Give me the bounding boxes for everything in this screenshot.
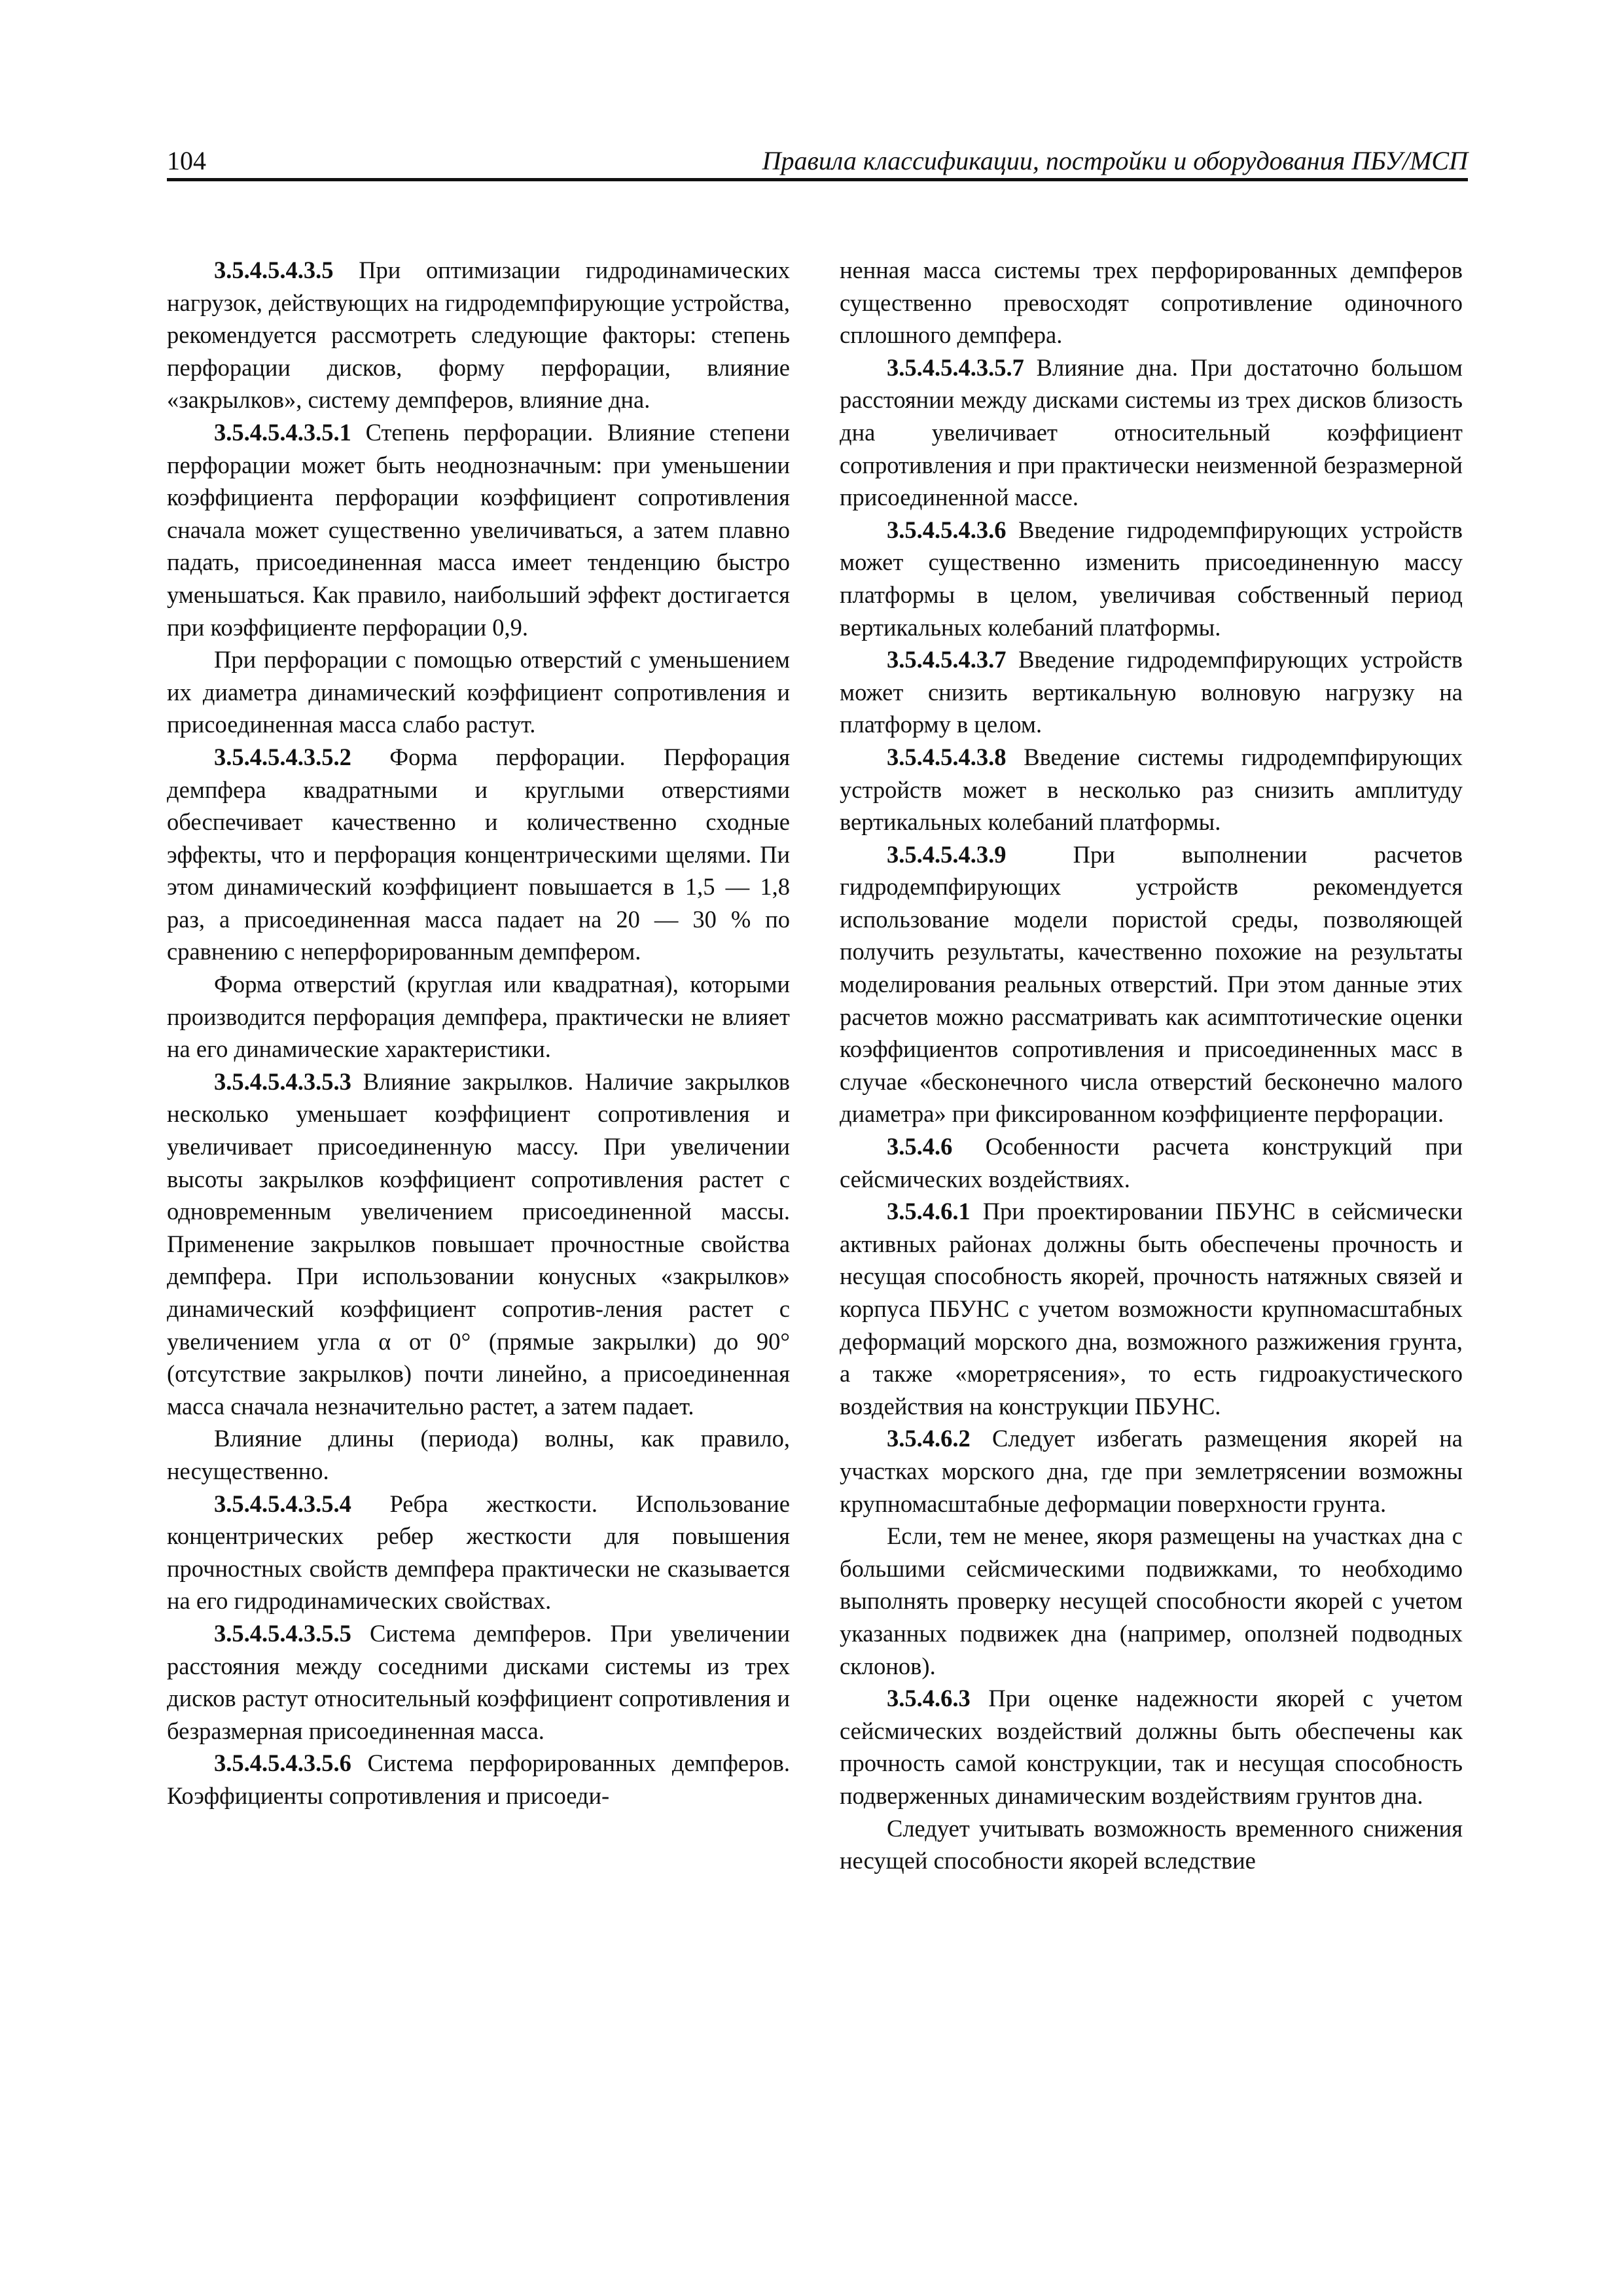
- paragraph: [840, 1520, 1463, 1682]
- paragraph: [167, 643, 790, 741]
- section-number: 3.5.4.5.4.3.5.6: [214, 1749, 351, 1777]
- paragraph: [840, 514, 1463, 643]
- paragraph-text: Введение гидродемпфирующих устройств может существенно изменить присоединенную массу платформы в целом, увеличивая собственный период вертикальных колебаний платформы.: [840, 516, 1463, 641]
- paragraph-text: Форма перфорации. Перфорация демпфера квадратными и круглыми отверстиями обеспечивает качественно и количественно сходные эффекты, что и перфорация концентрическими щелями. Пи этом динамический коэффициент повышается в 1,5 — 1,8 раз, а присоединенная масса падает на 20 — 30 % по сравнению с неперфорированным демпфером.: [167, 743, 790, 965]
- section-number: 3.5.4.5.4.3.5.4: [214, 1490, 351, 1517]
- paragraph: [167, 1488, 790, 1617]
- section-number: 3.5.4.5.4.3.5.1: [214, 418, 351, 446]
- paragraph: [840, 643, 1463, 741]
- section-number: 3.5.4.5.4.3.5.7: [887, 353, 1024, 381]
- section-number: 3.5.4.5.4.3.5: [214, 257, 334, 283]
- paragraph: [840, 1195, 1463, 1422]
- paragraph: [840, 1422, 1463, 1520]
- paragraph-text: Влияние закрылков. Наличие закрылков несколько уменьшает коэффициент сопротивления и увеличивает присоединенную массу. При увеличении высоты закрылков коэффициент сопротивления растет с одновременным увеличением присоединенной массы. Применение закрылков повышает прочностные свойства демпфера. При использовании конусных «закрылков» динамический коэффициент сопротив-ления растет с увеличением угла α от 0° (прямые закрылки) до 90° (отсутствие закрылков) почти линейно, а присоединенная масса сначала незначительно растет, а затем падает.: [167, 1067, 790, 1420]
- paragraph-text: Система перфорированных демпферов. Коэффициенты сопротивления и присоеди-: [167, 1749, 790, 1809]
- paragraph-text: Следует избегать размещения якорей на участках морского дна, где при землетрясении возможны крупномасштабные деформации поверхности грунта.: [840, 1425, 1463, 1517]
- section-number: 3.5.4.5.4.3.8: [887, 743, 1007, 770]
- section-number: 3.5.4.5.4.3.9: [887, 840, 1007, 868]
- paragraph: [167, 1066, 790, 1423]
- paragraph: [167, 254, 790, 416]
- paragraph-text: При оценке надежности якорей с учетом сейсмических воздействий должны быть обеспечены как прочность самой конструкции, так и несущая способность подверженных динамическим воздействиям грунтов дна.: [840, 1685, 1463, 1809]
- paragraph-text: Следует учитывать возможность временного снижения несущей способности якорей вследствие: [840, 1814, 1463, 1874]
- paragraph: [167, 1617, 790, 1747]
- section-number: 3.5.4.5.4.3.5.5: [214, 1619, 351, 1647]
- paragraph-text: ненная масса системы трех перфорированных демпферов существенно превосходят сопротивление одиночного сплошного демпфера.: [840, 257, 1463, 349]
- paragraph: [840, 741, 1463, 838]
- section-number: 3.5.4.5.4.3.5.3: [214, 1067, 351, 1095]
- paragraph-text: Если, тем не менее, якоря размещены на участках дна с большими сейсмическими подвижками, то необходимо выполнять проверку несущей способности якорей с учетом указанных подвижек дна (например, оползней подводных склонов).: [840, 1522, 1463, 1679]
- section-number: 3.5.4.6.1: [887, 1198, 971, 1225]
- paragraph: [840, 1130, 1463, 1195]
- page-header: [167, 141, 1468, 181]
- paragraph-text: При оптимизации гидродинамических нагрузок, действующих на гидродемпфирующие устройства, рекомендуется рассмотреть следующие факторы: степень перфорации дисков, форму перфорации, влияние «закрылков», систему демпферов, влияние дна.: [167, 257, 790, 414]
- paragraph-text: Система демпферов. При увеличении расстояния между соседними дисками системы из трех дисков растут относительный коэффициент сопротивления и безразмерная присоединенная масса.: [167, 1619, 790, 1744]
- section-number: 3.5.4.6.3: [887, 1685, 971, 1712]
- paragraph: [840, 838, 1463, 1130]
- paragraph: [840, 351, 1463, 514]
- paragraph: [840, 1812, 1463, 1877]
- paragraph: [840, 254, 1463, 351]
- paragraph-text: Влияние дна. При достаточно большом расстоянии между дисками системы из трех дисков близость дна увеличивает относительный коэффициент сопротивления и при практически неизменной безразмерной присоединенной массе.: [840, 353, 1463, 511]
- paragraph-text: При перфорации с помощью отверстий с уменьшением их диаметра динамический коэффициент сопротивления и присоединенная масса слабо растут.: [167, 646, 790, 738]
- paragraph: [167, 741, 790, 968]
- page-number: 104: [167, 146, 206, 175]
- paragraph-text: Степень перфорации. Влияние степени перфорации может быть неоднозначным: при уменьшении коэффициента перфорации коэффициент сопротивления сначала может существенно увеличиваться, а затем плавно падать, присоединенная масса имеет тенденцию быстро уменьшаться. Как правило, наибольший эффект достигается при коэффициенте перфорации 0,9.: [167, 418, 791, 641]
- paragraph: [167, 1422, 790, 1487]
- paragraph: [840, 1682, 1463, 1812]
- paragraph-text: При проектировании ПБУНС в сейсмически активных районах должны быть обеспечены прочность и несущая способность якорей, прочность натяжных связей и корпуса ПБУНС с учетом возможности крупномасштабных деформаций морского дна, возможного разжижения грунта, а также «моретрясения», то есть гидроакустического воздействия на конструкции ПБУНС.: [840, 1198, 1463, 1420]
- header-rule: [167, 178, 1468, 181]
- paragraph-text: Введение системы гидродемпфирующих устройств может в несколько раз снизить амплитуду вертикальных колебаний платформы.: [840, 743, 1463, 836]
- paragraph: [167, 968, 790, 1066]
- paragraph: [167, 1747, 790, 1812]
- section-number: 3.5.4.5.4.3.5.2: [214, 743, 351, 770]
- paragraph-text: При выполнении расчетов гидродемпфирующих устройств рекомендуется использование модели пористой среды, позволяющей получить результаты, качественно похожие на результаты моделирования реальных отверстий. При этом данные этих расчетов можно рассматривать как асимптотические оценки коэффициентов сопротивления и присоединенных масс в случае «бесконечного числа отверстий бесконечно малого диаметра» при фиксированном коэффициенте перфорации.: [840, 840, 1463, 1128]
- section-number: 3.5.4.5.4.3.6: [887, 516, 1007, 543]
- paragraph-text: Введение гидродемпфирующих устройств может снизить вертикальную волновую нагрузку на платформу в целом.: [840, 646, 1463, 738]
- section-number: 3.5.4.6: [887, 1133, 953, 1160]
- right-column: [840, 254, 1463, 1877]
- section-number: 3.5.4.5.4.3.7: [887, 646, 1007, 673]
- paragraph: [167, 416, 790, 643]
- paragraph-text: Влияние длины (периода) волны, как правило, несущественно.: [167, 1425, 790, 1484]
- left-column: [167, 254, 790, 1812]
- section-number: 3.5.4.6.2: [887, 1425, 971, 1452]
- paragraph-text: Особенности расчета конструкций при сейсмических воздействиях.: [840, 1133, 1463, 1193]
- running-title: Правила классификации, постройки и оборудования ПБУ/МСП: [762, 146, 1468, 175]
- paragraph-text: Ребра жесткости. Использование концентрических ребер жесткости для повышения прочностных свойств демпфера практически не сказывается на его гидродинамических свойствах.: [167, 1490, 790, 1615]
- paragraph-text: Форма отверстий (круглая или квадратная), которыми производится перфорация демпфера, практически не влияет на его динамические характеристики.: [167, 971, 790, 1063]
